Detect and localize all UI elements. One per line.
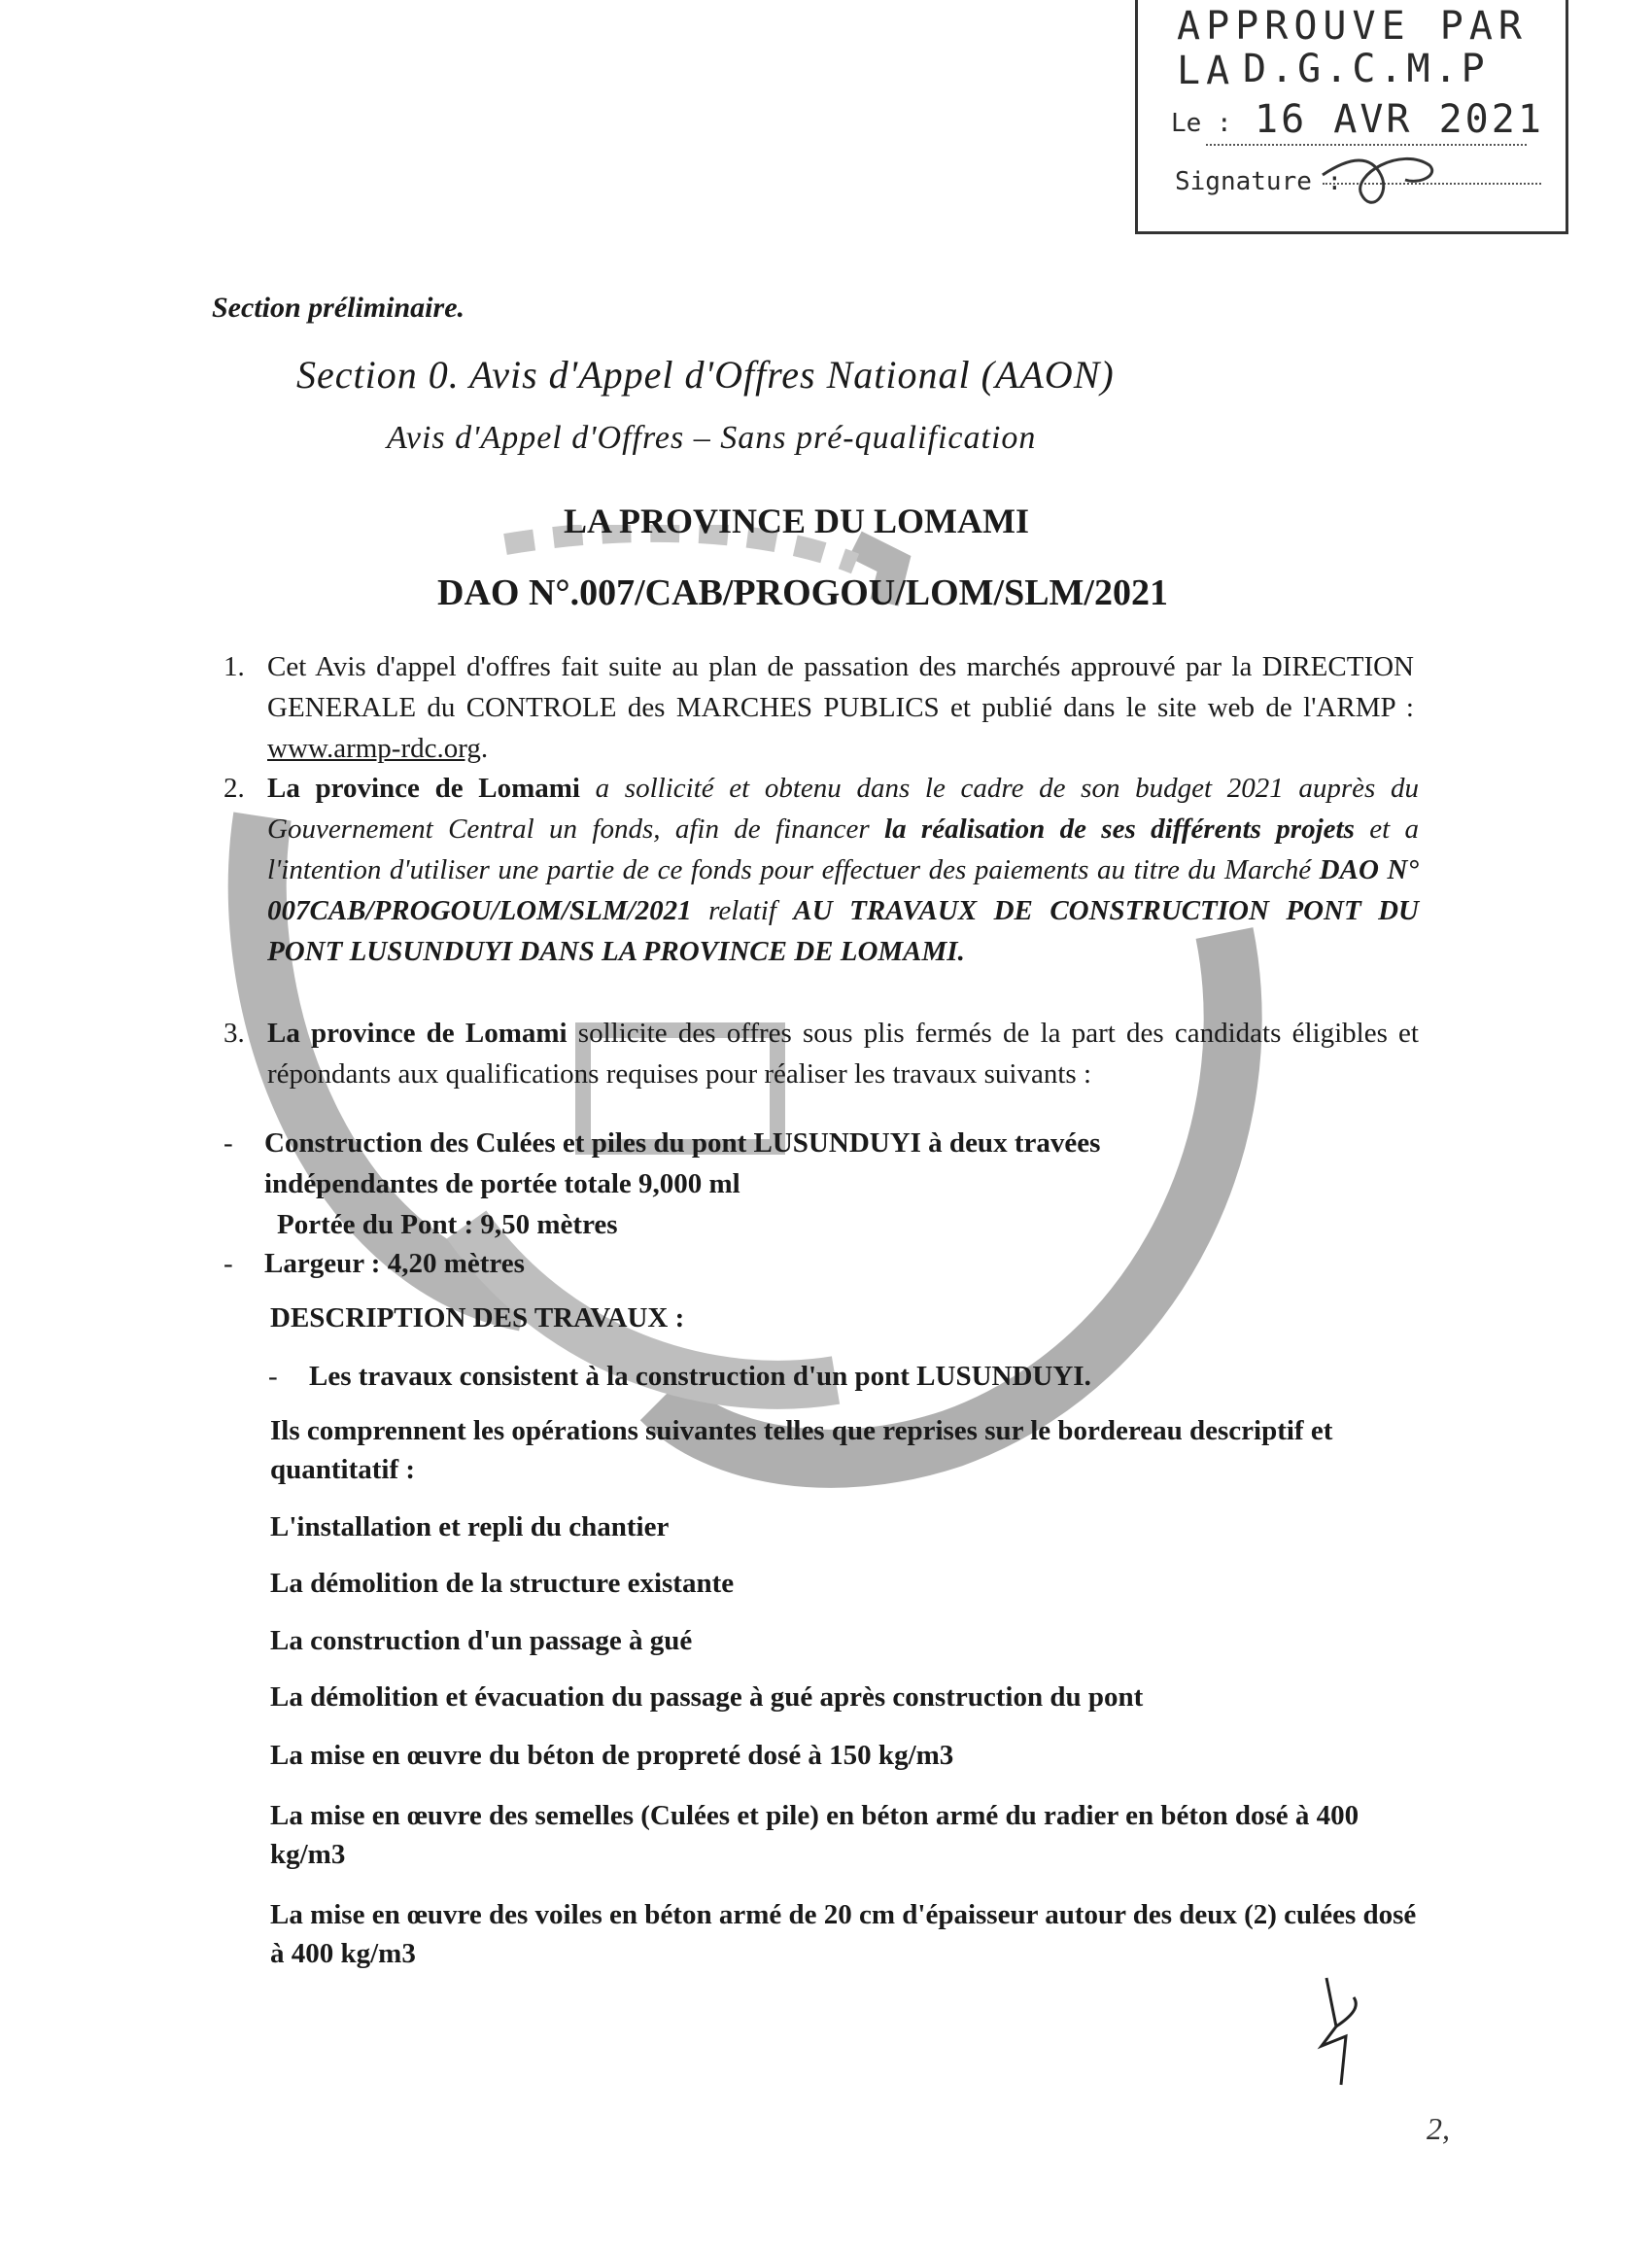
bullet-construction-line1: Construction des Culées et piles du pont LUSUNDUYI à deux travées [264, 1127, 1101, 1159]
paragraph-2-text-c: relatif [691, 895, 794, 926]
paragraph-1-text: Cet Avis d'appel d'offres fait suite au plan de passation des marchés approuvé par la DIRECTION GENERALE du CONTROLE des MARCHES PUBLICS et publié dans le site web de l'ARMP : [267, 651, 1414, 723]
paragraph-number: 3. [224, 1018, 245, 1049]
page-number-mark: 2, [1427, 2111, 1450, 2146]
operation-item: La construction d'un passage à gué [270, 1625, 693, 1656]
dao-reference: DAO N°.007/CAB/PROGOU/LOM/SLM/2021 [437, 572, 1168, 613]
preliminary-section-label: Section préliminaire. [212, 292, 465, 324]
armp-website-link[interactable]: www.armp-rdc.org [267, 733, 481, 764]
operation-item: La mise en œuvre des semelles (Culées et pile) en béton armé du radier en béton dosé à 400 kg/m3 [270, 1800, 1359, 1870]
bullet-construction-cont [264, 1168, 740, 1200]
paragraph-1 [224, 646, 1414, 769]
description-intro: Ils comprennent les opérations suivantes telles que reprises sur le bordereau descriptif et quantitatif : [270, 1415, 1333, 1485]
operation-item: La démolition de la structure existante [270, 1568, 735, 1599]
stamp-date-value: 16 AVR 2021 [1255, 97, 1544, 142]
paragraph-2-text-a: a sollicité et obtenu dans le cadre de son budget 2021 auprès du Gouvernement Central un fonds, afin de financer [267, 773, 1419, 845]
paragraph-2-works-title: AU TRAVAUX DE CONSTRUCTION PONT DU PONT LUSUNDUYI DANS LA PROVINCE DE LOMAMI. [267, 895, 1419, 967]
operation-item: L'installation et repli du chantier [270, 1511, 670, 1542]
paragraph-number: 2. [224, 773, 245, 804]
stamp-signature-label: Signature : [1175, 167, 1343, 196]
paragraph-2-dao: DAO N° 007CAB/PROGOU/LOM/SLM/2021 [267, 854, 1419, 926]
stamp-authority: D.G.C.M.P [1243, 47, 1489, 91]
stamp-date-label: Le : [1171, 109, 1232, 138]
bullet-mark: - [224, 1127, 233, 1159]
description-item-text: Les travaux consistent à la construction d'un pont LUSUNDUYI. [309, 1361, 1091, 1392]
paragraph-2-projects: la réalisation de ses différents projets [884, 814, 1355, 845]
bullet-span [277, 1209, 618, 1241]
bullet-construction-line2: indépendantes de portée totale 9,000 ml [264, 1168, 740, 1199]
bullet-mark: - [224, 1248, 233, 1279]
operation-item: La mise en œuvre des voiles en béton armé de 20 cm d'épaisseur autour des deux (2) culées dosé à 400 kg/m3 [270, 1899, 1417, 1969]
paragraph-1-end: . [480, 733, 489, 764]
bullet-construction [224, 1127, 1101, 1160]
paragraph-3-text: sollicite des offres sous plis fermés de la part des candidats éligibles et répondants aux qualifications requises pour réaliser les travaux suivants : [267, 1018, 1419, 1090]
approval-stamp [1135, 0, 1568, 234]
bullet-width-text: Largeur : 4,20 mètres [264, 1248, 525, 1279]
section-subtitle: Avis d'Appel d'Offres – Sans pré-qualification [387, 420, 1037, 456]
paragraph-2 [224, 768, 1419, 972]
section-title: Section 0. Avis d'Appel d'Offres National (AAON) [296, 353, 1115, 397]
paragraph-3-subject: La province de Lomami [267, 1018, 568, 1049]
paragraph-3 [224, 1013, 1419, 1094]
paragraph-2-subject: La province de Lomami [267, 773, 580, 804]
paragraph-2-text-b: et a l'intention d'utiliser une partie de ce fonds pour effectuer des paiements au titre du Marché [267, 814, 1419, 885]
bullet-span-text: Portée du Pont : 9,50 mètres [277, 1209, 618, 1240]
province-heading: LA PROVINCE DU LOMAMI [564, 502, 1030, 540]
bullet-mark: - [268, 1361, 278, 1392]
operation-item: La démolition et évacuation du passage à gué après construction du pont [270, 1681, 1144, 1713]
paragraph-number: 1. [224, 651, 245, 682]
operation-item: La mise en œuvre du béton de propreté dosé à 150 kg/m3 [270, 1740, 954, 1771]
description-item [268, 1361, 1091, 1393]
handwritten-initials [1307, 1968, 1375, 2095]
description-heading: DESCRIPTION DES TRAVAUX : [270, 1302, 685, 1333]
stamp-signature-scribble [1313, 136, 1449, 224]
bullet-width [224, 1248, 525, 1280]
stamp-approved-line: APPROUVE PAR LA [1177, 4, 1528, 93]
